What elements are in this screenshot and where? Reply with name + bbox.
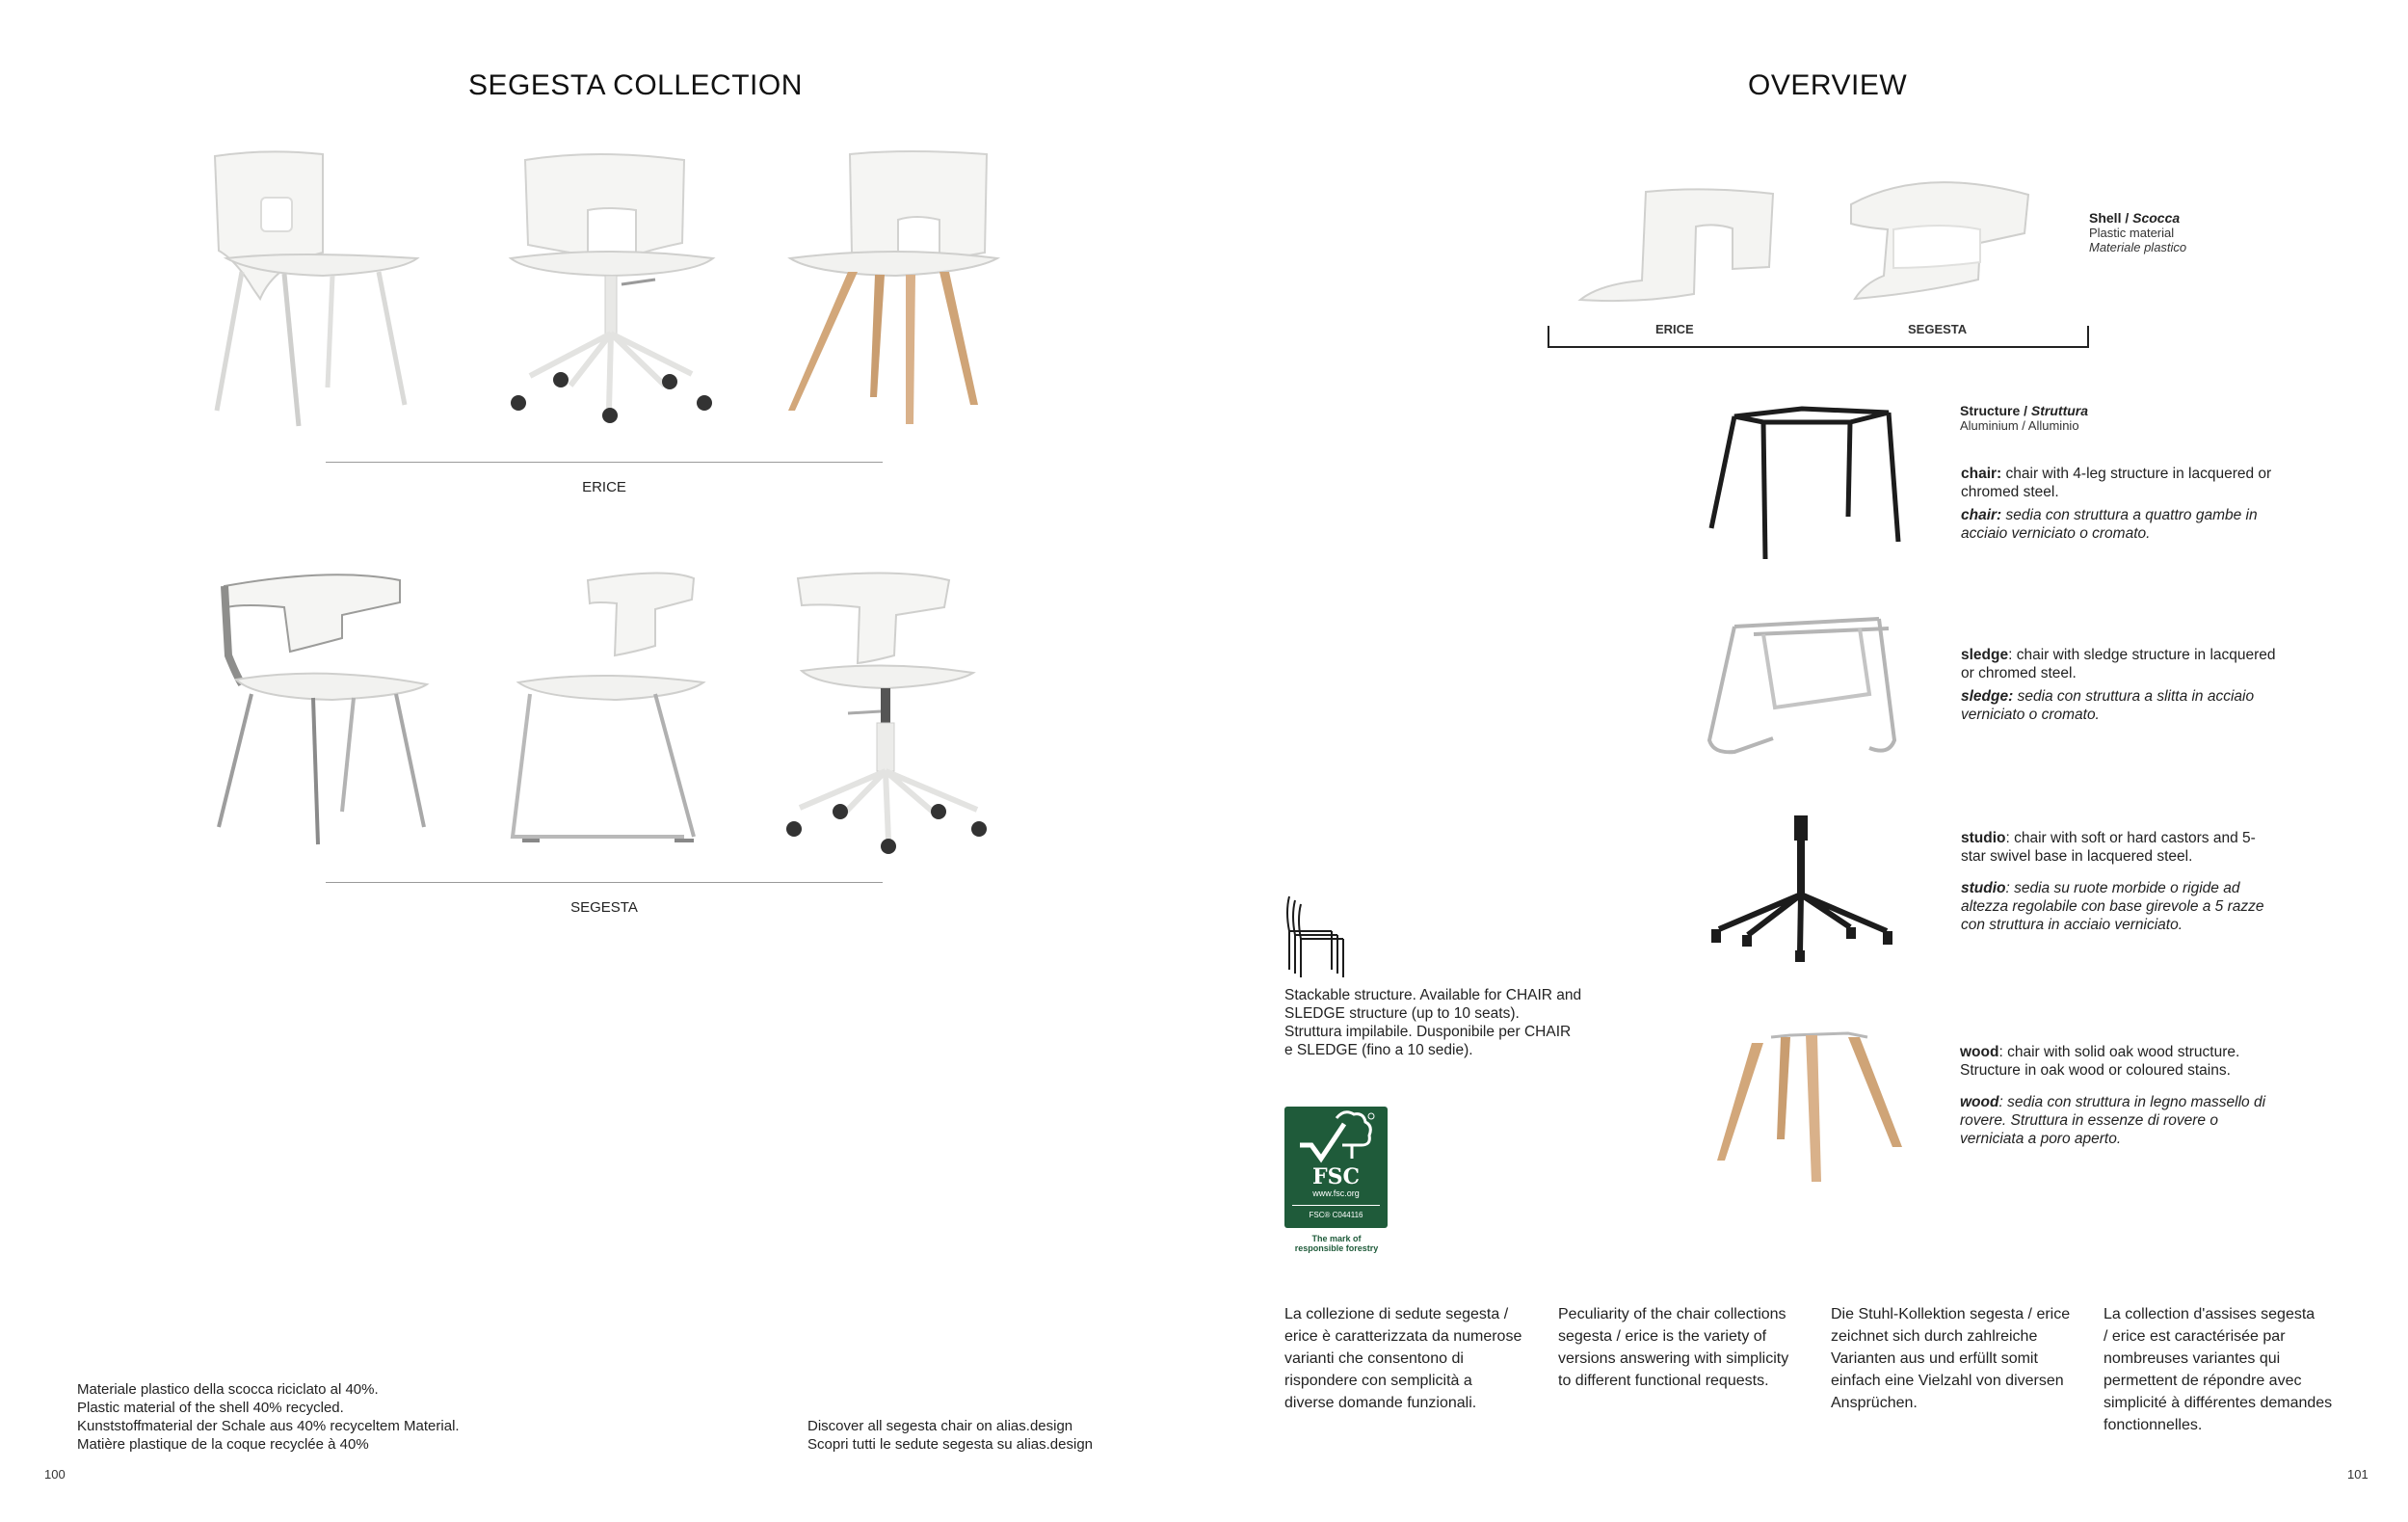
studio-en — [1961, 829, 2279, 866]
column-line: to different functional requests. — [1558, 1373, 1769, 1389]
sledge-en-text: : chair with sledge structure in lacquered or chromed steel. — [1961, 647, 2276, 681]
sledge-description — [1961, 646, 2279, 724]
column-line: La collezione di sedute segesta / — [1284, 1306, 1509, 1322]
column-line: erice è caratterizzata da numerose — [1284, 1328, 1522, 1345]
page-number-right: 101 — [2347, 1467, 2368, 1482]
fsc-tagline-line: The mark of — [1311, 1234, 1362, 1243]
column-line: einfach eine Vielzahl von diversen — [1831, 1373, 2064, 1389]
column-line: Die Stuhl-Kollektion segesta / erice — [1831, 1306, 2071, 1322]
studio-en-key: studio — [1961, 830, 2006, 846]
shell-info — [2089, 210, 2186, 254]
chair-it-text: sedia con struttura a quattro gambe in acciaio verniciato o cromato. — [1961, 507, 2258, 542]
segesta-studio-chair-image — [781, 569, 1002, 858]
chair-structure-image — [1706, 403, 1908, 567]
sledge-structure-image — [1706, 615, 1908, 760]
sledge-en-key: sledge — [1961, 647, 2009, 663]
erice-divider — [326, 462, 883, 463]
column-line: versions answering with simplicity — [1558, 1350, 1789, 1367]
erice-group-label: ERICE — [582, 479, 626, 495]
discover-note — [807, 1417, 1093, 1454]
column-line: fonctionnelles. — [2104, 1417, 2203, 1433]
column-line: / erice est caractérisée par — [2104, 1328, 2286, 1345]
chair-it — [1961, 506, 2279, 543]
wood-en-key: wood — [1960, 1044, 1999, 1060]
fsc-logo — [1284, 1107, 1388, 1228]
recycle-line: Kunststoffmaterial der Schale aus 40% recyceltem Material. — [77, 1418, 460, 1434]
stackable-line: SLEDGE structure (up to 10 seats). — [1284, 1005, 1520, 1022]
column-line: Varianten aus und erfüllt somit — [1831, 1350, 2038, 1367]
erice-4leg-chair-image — [207, 145, 438, 434]
studio-it — [1961, 879, 2279, 934]
structure-title-italian: Struttura — [2030, 403, 2089, 418]
structure-material: Aluminium / Alluminio — [1960, 418, 2079, 433]
chair-en — [1961, 465, 2279, 501]
right-page-title: OVERVIEW — [1748, 69, 1908, 101]
chair-description — [1961, 465, 2279, 543]
recycle-line: Materiale plastico della scocca riciclato al 40%. — [77, 1381, 379, 1398]
segesta-divider — [326, 882, 883, 883]
wood-description — [1960, 1043, 2278, 1148]
recycle-line: Plastic material of the shell 40% recycled. — [77, 1400, 344, 1416]
column-line: nombreuses variantes qui — [2104, 1350, 2281, 1367]
column-line: Peculiarity of the chair collections — [1558, 1306, 1786, 1322]
fsc-tagline-line: responsible forestry — [1294, 1243, 1379, 1253]
shell-title: Shell / — [2089, 210, 2133, 226]
studio-base-image — [1706, 815, 1908, 960]
discover-line: Discover all segesta chair on alias.design — [807, 1418, 1073, 1434]
column-line: permettent de répondre avec — [2104, 1373, 2302, 1389]
shell-material-en: Plastic material — [2089, 226, 2175, 240]
wood-base-image — [1713, 1024, 1906, 1188]
stackable-icon — [1282, 893, 1349, 979]
description-column-german — [1831, 1303, 2091, 1414]
sledge-it-key: sledge: — [1961, 688, 2014, 705]
shell-material-it: Materiale plastico — [2089, 240, 2187, 254]
chair-it-key: chair: — [1961, 507, 2002, 523]
studio-description — [1961, 829, 2279, 934]
description-column-english — [1558, 1303, 1809, 1392]
column-line: simplicité à différentes demandes — [2104, 1395, 2333, 1411]
recycled-material-note — [77, 1380, 460, 1454]
stackable-line: Stackable structure. Available for CHAIR and — [1284, 987, 1582, 1003]
fsc-tree-check-icon — [1284, 1107, 1388, 1164]
stackable-note — [1284, 986, 1581, 1059]
shell-title-italian: Scocca — [2132, 210, 2181, 226]
erice-studio-chair-image — [501, 145, 723, 434]
sledge-en — [1961, 646, 2279, 682]
segesta-sledge-chair-image — [501, 569, 723, 858]
fsc-code: FSC® C044116 — [1292, 1205, 1380, 1221]
column-line: varianti che consentono di — [1284, 1350, 1464, 1367]
structure-info — [1960, 403, 2088, 433]
recycle-line: Matière plastique de la coque recyclée à 40% — [77, 1436, 369, 1453]
wood-it-text: : sedia con struttura in legno massello di rovere. Struttura in essenze di rovere o verniciata a poro aperto. — [1960, 1094, 2266, 1147]
column-line: diverse domande funzionali. — [1284, 1395, 1477, 1411]
description-column-french — [2104, 1303, 2364, 1436]
studio-it-key: studio — [1961, 880, 2006, 896]
sledge-it-text: sedia con struttura a slitta in acciaio verniciato o cromato. — [1961, 688, 2255, 723]
wood-it — [1960, 1093, 2278, 1148]
column-line: Ansprüchen. — [1831, 1395, 1918, 1411]
column-line: segesta / erice is the variety of — [1558, 1328, 1767, 1345]
fsc-tagline — [1272, 1234, 1401, 1253]
chair-en-key: chair: — [1961, 466, 2002, 482]
wood-it-key: wood — [1960, 1094, 1999, 1110]
wood-en — [1960, 1043, 2278, 1080]
column-line: rispondere con semplicità a — [1284, 1373, 1472, 1389]
discover-line: Scopri tutti le sedute segesta su alias.design — [807, 1436, 1094, 1453]
segesta-shell-image — [1845, 175, 2038, 310]
page-number-left: 100 — [44, 1467, 66, 1482]
structure-title: Structure / — [1960, 403, 2031, 418]
segesta-group-label: SEGESTA — [570, 899, 638, 916]
stackable-line: e SLEDGE (fino a 10 sedie). — [1284, 1042, 1473, 1058]
studio-en-text: : chair with soft or hard castors and 5-star swivel base in lacquered steel. — [1961, 830, 2256, 865]
sledge-it — [1961, 687, 2279, 724]
studio-it-text: : sedia su ruote morbide o rigide ad altezza regolabile con base girevole a 5 razze con struttura in acciaio verniciato. — [1961, 880, 2264, 933]
chair-en-text: chair with 4-leg structure in lacquered or chromed steel. — [1961, 466, 2272, 500]
erice-shell-image — [1580, 188, 1773, 313]
shell-label-segesta: SEGESTA — [1908, 322, 1968, 336]
wood-en-text: : chair with solid oak wood structure. Structure in oak wood or coloured stains. — [1960, 1044, 2240, 1079]
column-line: zeichnet sich durch zahlreiche — [1831, 1328, 2038, 1345]
shell-label-erice: ERICE — [1655, 322, 1694, 336]
column-line: La collection d'assises segesta — [2104, 1306, 2315, 1322]
stackable-line: Struttura impilabile. Dusponibile per CHAIR — [1284, 1024, 1572, 1040]
erice-wood-chair-image — [781, 145, 1002, 434]
shell-bracket — [1548, 326, 2089, 349]
fsc-url: www.fsc.org — [1312, 1188, 1360, 1198]
segesta-4leg-chair-image — [207, 569, 438, 858]
description-column-italian — [1284, 1303, 1535, 1414]
left-page-title: SEGESTA COLLECTION — [468, 69, 803, 101]
fsc-brand: FSC — [1311, 1164, 1361, 1189]
